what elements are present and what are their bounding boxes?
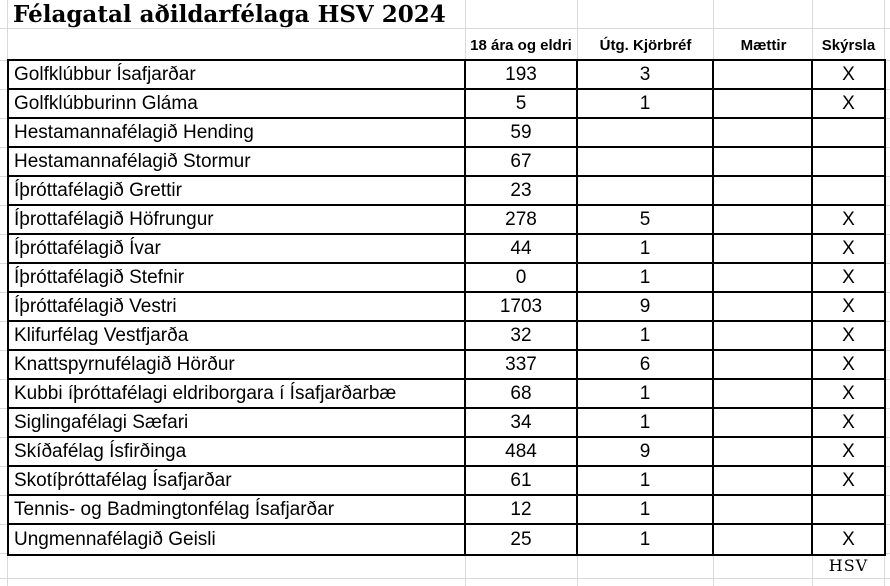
ballots-count-cell[interactable]: 1 bbox=[578, 264, 714, 293]
attended-cell[interactable] bbox=[714, 409, 813, 438]
report-mark-cell[interactable]: X bbox=[813, 409, 884, 438]
adults-count-cell[interactable]: 278 bbox=[466, 206, 578, 235]
table-row bbox=[9, 235, 884, 264]
attended-cell[interactable] bbox=[714, 177, 813, 206]
report-mark-cell[interactable]: X bbox=[813, 264, 884, 293]
table-row bbox=[9, 90, 884, 119]
adults-count-cell[interactable]: 34 bbox=[466, 409, 578, 438]
report-mark-cell[interactable]: X bbox=[813, 467, 884, 496]
club-name-cell[interactable]: Íþróttafélagið Ívar bbox=[9, 235, 466, 264]
attended-cell[interactable] bbox=[714, 322, 813, 351]
attended-cell[interactable] bbox=[714, 351, 813, 380]
ballots-count-cell[interactable]: 1 bbox=[578, 496, 714, 525]
adults-count-cell[interactable]: 68 bbox=[466, 380, 578, 409]
ballots-count-cell[interactable] bbox=[578, 177, 714, 206]
adults-count-cell[interactable]: 12 bbox=[466, 496, 578, 525]
club-name-cell[interactable]: Hestamannafélagið Hending bbox=[9, 119, 466, 148]
club-name-cell[interactable]: Íþróttafélagið Stefnir bbox=[9, 264, 466, 293]
club-name-cell[interactable]: Íþrottafélagið Höfrungur bbox=[9, 206, 466, 235]
club-name-cell[interactable]: Knattspyrnufélagið Hörður bbox=[9, 351, 466, 380]
table-row bbox=[9, 119, 884, 148]
column-header-adults: 18 ára og eldri bbox=[470, 37, 572, 54]
club-name-cell[interactable]: Kubbi íþróttafélagi eldriborgara í Ísafjarðarbæ bbox=[9, 380, 466, 409]
adults-count-cell[interactable]: 67 bbox=[466, 148, 578, 177]
attended-cell[interactable] bbox=[714, 206, 813, 235]
attended-cell[interactable] bbox=[714, 496, 813, 525]
table-row bbox=[9, 177, 884, 206]
club-name-cell[interactable]: Skotíþróttafélag Ísafjarðar bbox=[9, 467, 466, 496]
club-name-cell[interactable]: Hestamannafélagið Stormur bbox=[9, 148, 466, 177]
adults-count-cell[interactable]: 1703 bbox=[466, 293, 578, 322]
table-row bbox=[9, 351, 884, 380]
table-row bbox=[9, 264, 884, 293]
column-header-report: Skýrsla bbox=[821, 37, 876, 54]
gridline-horizontal bbox=[0, 28, 890, 29]
club-table-body bbox=[9, 61, 884, 554]
table-row bbox=[9, 206, 884, 235]
report-mark-cell[interactable]: X bbox=[813, 61, 884, 90]
adults-count-cell[interactable]: 32 bbox=[466, 322, 578, 351]
table-row bbox=[9, 148, 884, 177]
page-title: Félagatal aðildarfélaga HSV 2024 bbox=[13, 1, 446, 28]
club-name-cell[interactable]: Golfklúbbur Ísafjarðar bbox=[9, 61, 466, 90]
table-row bbox=[9, 496, 884, 525]
ballots-count-cell[interactable]: 3 bbox=[578, 61, 714, 90]
ballots-count-cell[interactable]: 1 bbox=[578, 380, 714, 409]
report-mark-cell[interactable]: X bbox=[842, 528, 855, 550]
footer-label: HSV bbox=[828, 556, 869, 575]
ballots-count-cell[interactable]: 9 bbox=[578, 438, 714, 467]
ballots-count-cell[interactable]: 1 bbox=[578, 409, 714, 438]
report-mark-cell[interactable] bbox=[813, 177, 884, 206]
report-mark-cell[interactable] bbox=[813, 148, 884, 177]
report-mark-cell[interactable]: X bbox=[813, 206, 884, 235]
table-row bbox=[9, 293, 884, 322]
ballots-count-cell[interactable]: 1 bbox=[578, 90, 714, 119]
attended-cell[interactable] bbox=[714, 264, 813, 293]
report-mark-cell[interactable]: X bbox=[813, 293, 884, 322]
club-name-cell[interactable]: Klifurfélag Vestfjarða bbox=[9, 322, 466, 351]
report-mark-cell[interactable] bbox=[813, 496, 884, 525]
report-mark-cell[interactable]: X bbox=[813, 90, 884, 119]
adults-count-cell[interactable]: 44 bbox=[466, 235, 578, 264]
column-header-attended: Mættir bbox=[740, 37, 787, 54]
attended-cell[interactable] bbox=[714, 293, 813, 322]
attended-cell[interactable] bbox=[714, 467, 813, 496]
adults-count-cell[interactable]: 59 bbox=[466, 119, 578, 148]
attended-cell[interactable] bbox=[714, 235, 813, 264]
ballots-count-cell[interactable]: 6 bbox=[578, 351, 714, 380]
report-mark-cell[interactable]: X bbox=[813, 380, 884, 409]
table-row bbox=[9, 525, 884, 554]
attended-cell[interactable] bbox=[714, 148, 813, 177]
adults-count-cell[interactable]: 0 bbox=[466, 264, 578, 293]
club-name-cell[interactable]: Tennis- og Badmingtonfélag Ísafjarðar bbox=[9, 496, 466, 525]
attended-cell[interactable] bbox=[714, 380, 813, 409]
attended-cell[interactable] bbox=[714, 438, 813, 467]
ballots-count-cell[interactable]: 1 bbox=[578, 525, 714, 554]
attended-cell[interactable] bbox=[714, 525, 813, 554]
table-row bbox=[9, 380, 884, 409]
club-name-cell[interactable]: Golfklúbburinn Gláma bbox=[9, 90, 466, 119]
ballots-count-cell[interactable] bbox=[578, 148, 714, 177]
adults-count-cell[interactable]: 193 bbox=[466, 61, 578, 90]
table-row bbox=[9, 467, 884, 496]
club-name-cell[interactable]: Siglingafélagi Sæfari bbox=[9, 409, 466, 438]
adults-count-cell[interactable]: 25 bbox=[466, 525, 578, 554]
club-name-cell[interactable]: Skíðafélag Ísfirðinga bbox=[9, 438, 466, 467]
report-mark-cell[interactable]: X bbox=[813, 438, 884, 467]
ballots-count-cell[interactable]: 9 bbox=[578, 293, 714, 322]
attended-cell[interactable] bbox=[714, 61, 813, 90]
club-name-cell[interactable]: Íþróttafélagið Grettir bbox=[9, 177, 466, 206]
club-table bbox=[7, 59, 886, 556]
ballots-count-cell[interactable]: 5 bbox=[578, 206, 714, 235]
column-header-ballots: Útg. Kjörbréf bbox=[599, 37, 692, 54]
ballots-count-cell[interactable] bbox=[578, 119, 714, 148]
adults-count-cell[interactable]: 484 bbox=[466, 438, 578, 467]
table-row bbox=[9, 409, 884, 438]
adults-count-cell[interactable]: 337 bbox=[466, 351, 578, 380]
report-mark-cell[interactable] bbox=[813, 119, 884, 148]
adults-count-cell[interactable]: 61 bbox=[466, 467, 578, 496]
club-name-cell[interactable]: Ungmennafélagið Geisli bbox=[9, 525, 466, 554]
report-mark-cell[interactable]: X bbox=[813, 235, 884, 264]
attended-cell[interactable] bbox=[714, 119, 813, 148]
ballots-count-cell[interactable]: 1 bbox=[578, 235, 714, 264]
attended-cell[interactable] bbox=[714, 90, 813, 119]
table-row bbox=[9, 322, 884, 351]
ballots-count-cell[interactable]: 1 bbox=[578, 467, 714, 496]
table-row bbox=[9, 438, 884, 467]
adults-count-cell[interactable]: 23 bbox=[466, 177, 578, 206]
report-mark-cell[interactable]: X bbox=[813, 351, 884, 380]
report-mark-cell[interactable]: X bbox=[813, 322, 884, 351]
table-row bbox=[9, 61, 884, 90]
gridline-horizontal bbox=[0, 578, 890, 579]
ballots-count-cell[interactable]: 1 bbox=[578, 322, 714, 351]
club-name-cell[interactable]: Íþróttafélagið Vestri bbox=[9, 293, 466, 322]
adults-count-cell[interactable]: 5 bbox=[466, 90, 578, 119]
